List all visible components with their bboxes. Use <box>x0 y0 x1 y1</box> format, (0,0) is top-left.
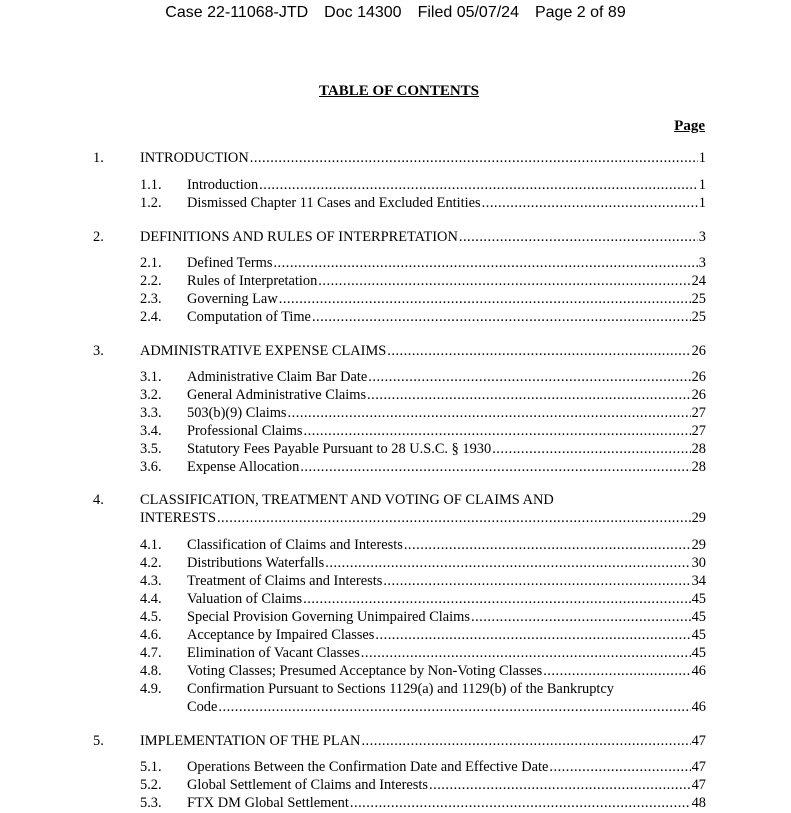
subsection-title: 503(b)(9) Claims <box>187 405 287 421</box>
dot-leader <box>361 644 691 662</box>
section-title-line1: CLASSIFICATION, TREATMENT AND VOTING OF CLAIMS AND <box>140 492 554 508</box>
subsection-title: Elimination of Vacant Classes <box>187 645 360 661</box>
subsection-entry <box>187 536 706 554</box>
subsection-title: Distributions Waterfalls <box>187 555 325 571</box>
dot-leader <box>549 758 690 776</box>
subsection-page: 1 <box>698 195 706 211</box>
subsection-title: Introduction <box>187 177 259 193</box>
subsection-title: Code <box>187 699 218 715</box>
subsection-page: 45 <box>691 609 706 625</box>
section-title: INTERESTS <box>140 510 216 526</box>
dot-leader <box>482 194 698 212</box>
subsection-entry <box>187 554 706 572</box>
subsection-number: 2.3. <box>140 291 162 307</box>
dot-leader <box>259 176 698 194</box>
court-filing-header <box>0 3 791 23</box>
subsection-page: 24 <box>691 273 706 289</box>
dot-leader <box>361 732 690 750</box>
dot-leader <box>429 776 691 794</box>
dot-leader <box>404 536 691 554</box>
subsection-entry <box>187 386 706 404</box>
page-column-header: Page <box>674 118 705 134</box>
subsection-entry <box>187 368 706 386</box>
section-number: 4. <box>93 492 104 508</box>
section-title: ADMINISTRATIVE EXPENSE CLAIMS <box>140 343 387 359</box>
subsection-number: 4.8. <box>140 663 162 679</box>
subsection-page: 47 <box>691 759 706 775</box>
subsection-entry <box>187 572 706 590</box>
subsection-page: 25 <box>691 291 706 307</box>
dot-leader <box>375 626 690 644</box>
dot-leader <box>300 458 690 476</box>
subsection-number: 4.9. <box>140 681 162 697</box>
dot-leader <box>217 509 691 527</box>
subsection-title: Statutory Fees Payable Pursuant to 28 U.S.C. § 1930 <box>187 441 492 457</box>
subsection-entry <box>187 776 706 794</box>
subsection-title: Expense Allocation <box>187 459 300 475</box>
subsection-title: Rules of Interpretation <box>187 273 318 289</box>
subsection-title: Defined Terms <box>187 255 273 271</box>
subsection-page: 27 <box>691 423 706 439</box>
dot-leader <box>303 590 690 608</box>
section-entry <box>140 149 706 167</box>
section-entry <box>140 228 706 246</box>
section-number: 2. <box>93 229 104 245</box>
subsection-page: 48 <box>691 795 706 811</box>
subsection-entry <box>187 590 706 608</box>
subsection-entry <box>187 272 706 290</box>
toc-title: TABLE OF CONTENTS <box>318 83 480 99</box>
subsection-entry <box>187 404 706 422</box>
subsection-number: 5.2. <box>140 777 162 793</box>
subsection-entry <box>187 662 706 680</box>
dot-leader <box>304 422 691 440</box>
subsection-entry <box>187 290 706 308</box>
subsection-page: 27 <box>691 405 706 421</box>
dot-leader <box>218 698 690 716</box>
subsection-entry <box>187 458 706 476</box>
subsection-entry <box>187 422 706 440</box>
dot-leader <box>387 342 690 360</box>
section-number: 3. <box>93 343 104 359</box>
subsection-page: 1 <box>698 177 706 193</box>
subsection-title: Operations Between the Confirmation Date and Effective Date <box>187 759 549 775</box>
subsection-entry <box>187 194 706 212</box>
subsection-page: 28 <box>691 441 706 457</box>
case-number: Case 22-11068-JTD <box>165 4 309 21</box>
subsection-entry <box>187 698 706 716</box>
subsection-number: 2.1. <box>140 255 162 271</box>
dot-leader <box>543 662 690 680</box>
section-number: 1. <box>93 150 104 166</box>
subsection-number: 3.3. <box>140 405 162 421</box>
subsection-number: 1.1. <box>140 177 162 193</box>
section-title: IMPLEMENTATION OF THE PLAN <box>140 733 361 749</box>
subsection-title-line1: Confirmation Pursuant to Sections 1129(a) and 1129(b) of the Bankruptcy <box>187 681 614 697</box>
section-page: 26 <box>691 343 706 359</box>
subsection-page: 45 <box>691 645 706 661</box>
subsection-entry <box>187 794 706 812</box>
subsection-title: Administrative Claim Bar Date <box>187 369 368 385</box>
section-page: 1 <box>698 150 706 166</box>
dot-leader <box>368 368 690 386</box>
subsection-number: 4.5. <box>140 609 162 625</box>
subsection-page: 47 <box>691 777 706 793</box>
doc-number: Doc 14300 <box>324 4 402 21</box>
subsection-page: 26 <box>691 369 706 385</box>
subsection-page: 46 <box>691 663 706 679</box>
section-page: 3 <box>698 229 706 245</box>
subsection-entry <box>187 440 706 458</box>
subsection-title: Voting Classes; Presumed Acceptance by Non-Voting Classes <box>187 663 543 679</box>
dot-leader <box>312 308 691 326</box>
subsection-title: Treatment of Claims and Interests <box>187 573 383 589</box>
subsection-number: 3.2. <box>140 387 162 403</box>
subsection-page: 30 <box>691 555 706 571</box>
dot-leader <box>471 608 691 626</box>
subsection-page: 45 <box>691 591 706 607</box>
subsection-entry <box>187 644 706 662</box>
subsection-number: 4.2. <box>140 555 162 571</box>
subsection-title: Governing Law <box>187 291 278 307</box>
filed-date: Filed 05/07/24 <box>417 4 519 21</box>
section-title: DEFINITIONS AND RULES OF INTERPRETATION <box>140 229 458 245</box>
subsection-title: Special Provision Governing Unimpaired Claims <box>187 609 470 625</box>
dot-leader <box>367 386 691 404</box>
section-title: INTRODUCTION <box>140 150 249 166</box>
subsection-title: Computation of Time <box>187 309 311 325</box>
subsection-entry <box>187 758 706 776</box>
subsection-title: FTX DM Global Settlement <box>187 795 349 811</box>
subsection-number: 3.5. <box>140 441 162 457</box>
dot-leader <box>325 554 690 572</box>
section-page: 47 <box>691 733 706 749</box>
dot-leader <box>273 254 697 272</box>
subsection-number: 3.4. <box>140 423 162 439</box>
subsection-title: Acceptance by Impaired Classes <box>187 627 375 643</box>
subsection-title: Dismissed Chapter 11 Cases and Excluded Entities <box>187 195 481 211</box>
subsection-number: 4.3. <box>140 573 162 589</box>
dot-leader <box>350 794 691 812</box>
subsection-title: Classification of Claims and Interests <box>187 537 403 553</box>
section-number: 5. <box>93 733 104 749</box>
subsection-page: 25 <box>691 309 706 325</box>
subsection-number: 4.4. <box>140 591 162 607</box>
subsection-page: 26 <box>691 387 706 403</box>
subsection-number: 2.2. <box>140 273 162 289</box>
subsection-number: 5.3. <box>140 795 162 811</box>
subsection-entry <box>187 176 706 194</box>
subsection-number: 3.6. <box>140 459 162 475</box>
dot-leader <box>459 228 698 246</box>
subsection-entry <box>187 626 706 644</box>
subsection-number: 4.1. <box>140 537 162 553</box>
subsection-entry <box>187 608 706 626</box>
subsection-number: 3.1. <box>140 369 162 385</box>
subsection-number: 1.2. <box>140 195 162 211</box>
subsection-title: Global Settlement of Claims and Interests <box>187 777 428 793</box>
subsection-page: 29 <box>691 537 706 553</box>
section-page: 29 <box>691 510 706 526</box>
subsection-page: 46 <box>691 699 706 715</box>
subsection-title: Professional Claims <box>187 423 303 439</box>
subsection-page: 28 <box>691 459 706 475</box>
subsection-page: 34 <box>691 573 706 589</box>
subsection-number: 2.4. <box>140 309 162 325</box>
subsection-entry <box>187 254 706 272</box>
subsection-entry <box>187 308 706 326</box>
subsection-number: 5.1. <box>140 759 162 775</box>
subsection-title: Valuation of Claims <box>187 591 303 607</box>
page-number: Page 2 of 89 <box>534 4 626 21</box>
dot-leader <box>250 149 698 167</box>
dot-leader <box>318 272 690 290</box>
section-entry <box>140 732 706 750</box>
section-entry <box>140 342 706 360</box>
subsection-number: 4.7. <box>140 645 162 661</box>
subsection-page: 45 <box>691 627 706 643</box>
dot-leader <box>383 572 690 590</box>
dot-leader <box>279 290 691 308</box>
subsection-title: General Administrative Claims <box>187 387 367 403</box>
subsection-number: 4.6. <box>140 627 162 643</box>
dot-leader <box>492 440 690 458</box>
dot-leader <box>288 404 691 422</box>
section-entry <box>140 509 706 527</box>
subsection-page: 3 <box>698 255 706 271</box>
